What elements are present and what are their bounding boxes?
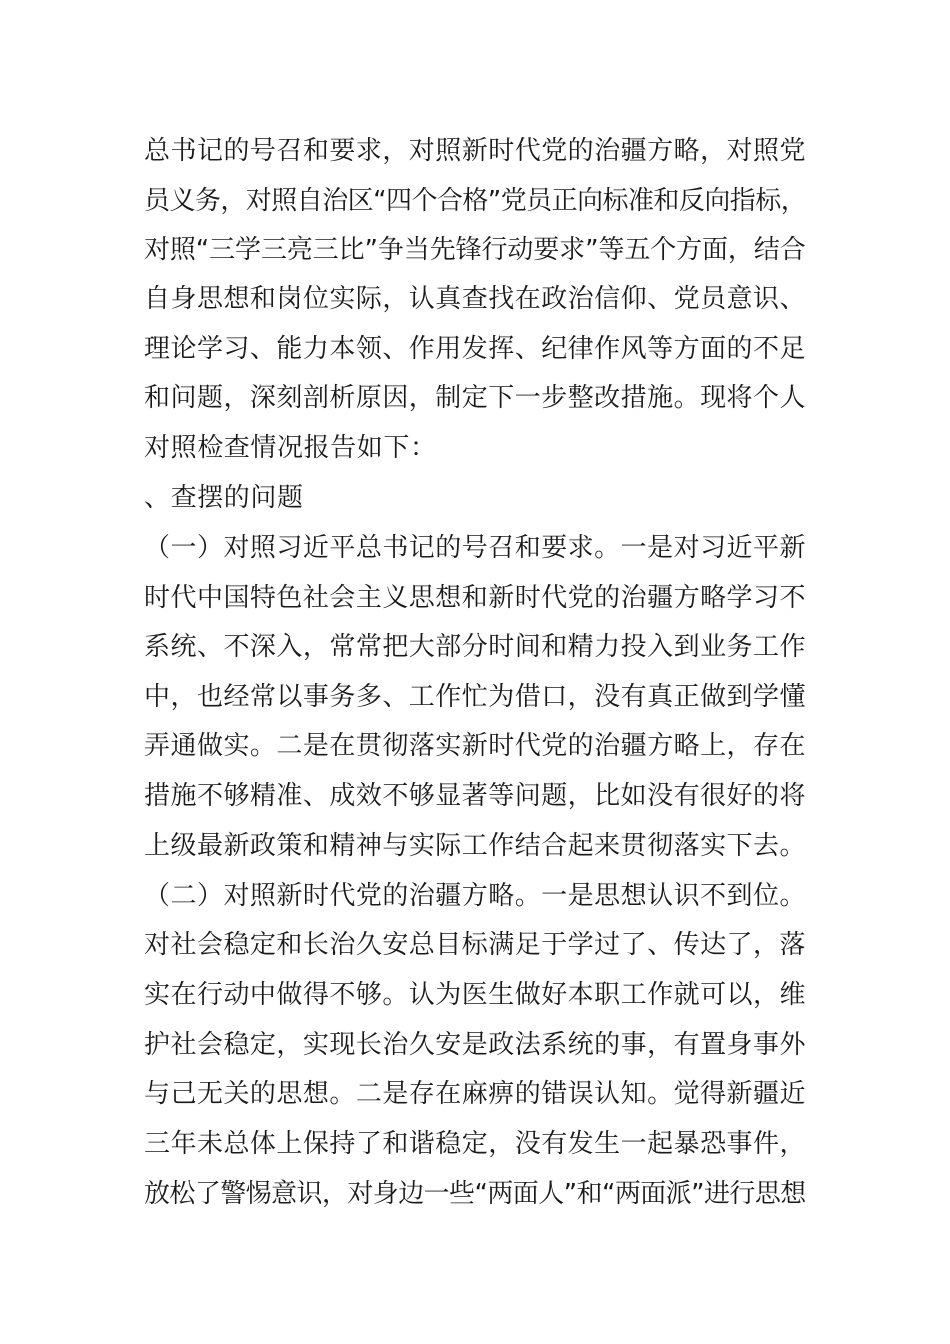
text-line-9: （一）对照习近平总书记的号召和要求。一是对习近平新	[144, 533, 807, 563]
text-line-4: 自身思想和岗位实际，认真查找在政治信仰、党员意识、	[144, 284, 807, 314]
text-line-1: 总书记的号召和要求，对照新时代党的治疆方略，对照党	[144, 136, 807, 166]
text-line-12: 中，也经常以事务多、工作忙为借口，没有真正做到学懂	[144, 682, 807, 712]
text-line-22: 放松了警惕意识，对身边一些“两面人”和“两面派”进行思想	[144, 1179, 806, 1209]
text-line-7: 对照检查情况报告如下：	[144, 433, 437, 463]
text-line-6: 和问题，深刻剖析原因，制定下一步整改措施。现将个人	[144, 383, 807, 413]
text-line-18: 实在行动中做得不够。认为医生做好本职工作就可以，维	[144, 980, 807, 1010]
text-line-11: 系统、不深入，常常把大部分时间和精力投入到业务工作	[144, 632, 807, 662]
text-line-13: 弄通做实。二是在贯彻落实新时代党的治疆方略上，存在	[144, 731, 807, 761]
text-line-21: 三年未总体上保持了和谐稳定，没有发生一起暴恐事件，	[144, 1129, 807, 1159]
text-line-10: 时代中国特色社会主义思想和新时代党的治疆方略学习不	[144, 583, 807, 613]
text-line-19: 护社会稳定，实现长治久安是政法系统的事，有置身事外	[144, 1030, 807, 1060]
text-line-17: 对社会稳定和长治久安总目标满足于学过了、传达了，落	[144, 930, 807, 960]
text-line-15: 上级最新政策和精神与实际工作结合起来贯彻落实下去。	[144, 831, 807, 861]
text-line-20: 与己无关的思想。二是存在麻痹的错误认知。觉得新疆近	[144, 1079, 807, 1109]
text-line-16: （二）对照新时代党的治疆方略。一是思想认识不到位。	[144, 881, 807, 911]
section-heading: 、查摆的问题	[144, 483, 304, 513]
text-line-14: 措施不够精准、成效不够显著等问题，比如没有很好的将	[144, 781, 807, 811]
text-line-5: 理论学习、能力本领、作用发挥、纪律作风等方面的不足	[144, 334, 807, 364]
text-line-2: 员义务，对照自治区“四个合格”党员正向标准和反向指标，	[144, 186, 807, 216]
text-line-3: 对照“三学三亮三比”争当先锋行动要求”等五个方面，结合	[144, 235, 806, 265]
